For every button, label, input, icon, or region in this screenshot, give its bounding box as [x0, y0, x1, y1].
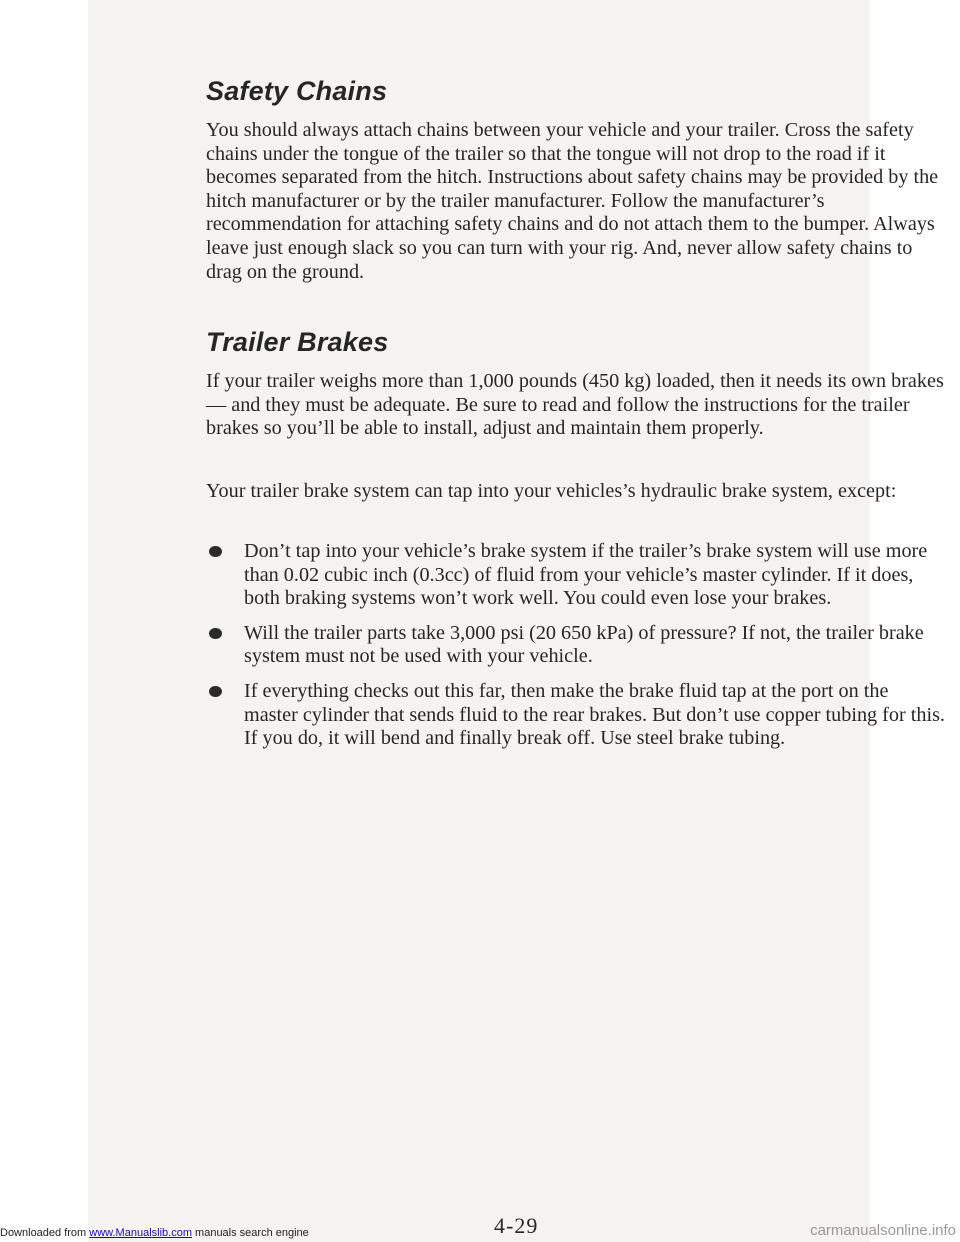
- heading-trailer-brakes: Trailer Brakes: [206, 327, 389, 357]
- bullet-text: If everything checks out this far, then make the brake fluid tap at the port on the master cylinder that sends fluid to the rear brakes. But don’t use copper tubing for this. If you do, it will bend and finally break off. Use steel brake tubing.: [244, 679, 945, 750]
- heading-safety-chains: Safety Chains: [206, 76, 388, 106]
- bullet-list: [206, 540, 946, 762]
- bullet-text: Don’t tap into your vehicle’s brake system if the trailer’s brake system will use more than 0.02 cubic inch (0.3cc) of fluid from your vehicle’s master cylinder. If it does, both braking systems won’t work well. You could even lose your brakes.: [244, 540, 928, 610]
- watermark: carmanualsonline.info: [810, 1222, 956, 1239]
- list-item: [206, 622, 946, 669]
- footer-prefix: Downloaded from: [0, 1227, 90, 1239]
- bullet-icon: [209, 546, 222, 557]
- bullet-icon: [209, 628, 222, 639]
- manualslib-link[interactable]: www.Manualslib.com: [89, 1227, 192, 1239]
- list-item: [206, 680, 946, 751]
- bullet-icon: [209, 686, 222, 697]
- paragraph-safety-chains: You should always attach chains between your vehicle and your trailer. Cross the safety chains under the tongue of the trailer so that the tongue will not drop to the road if it becomes separated from the hitch. Instructions about safety chains may be provided by the hitch manufacturer or by the trailer manufacturer. Follow the manufacturer’s recommendation for attaching safety chains and do not attach them to the bumper. Always leave just enough slack so you can turn with your rig. And, never allow safety chains to drag on the ground.: [206, 119, 939, 283]
- download-footer: [0, 1227, 309, 1239]
- paragraph-trailer-brakes-intro: If your trailer weighs more than 1,000 pounds (450 kg) loaded, then it needs its own brakes — and they must be adequate. Be sure to read and follow the instructions for the trailer brakes so you’ll be able to install, adjust and maintain them properly.: [206, 370, 944, 440]
- paragraph-trailer-brakes-system: Your trailer brake system can tap into your vehicles’s hydraulic brake system, except:: [206, 480, 897, 502]
- page-number: 4-29: [494, 1213, 539, 1238]
- footer-suffix: manuals search engine: [191, 1227, 309, 1239]
- list-item: [206, 540, 946, 611]
- bullet-text: Will the trailer parts take 3,000 psi (20 650 kPa) of pressure? If not, the trailer brake system must not be used with your vehicle.: [244, 621, 924, 668]
